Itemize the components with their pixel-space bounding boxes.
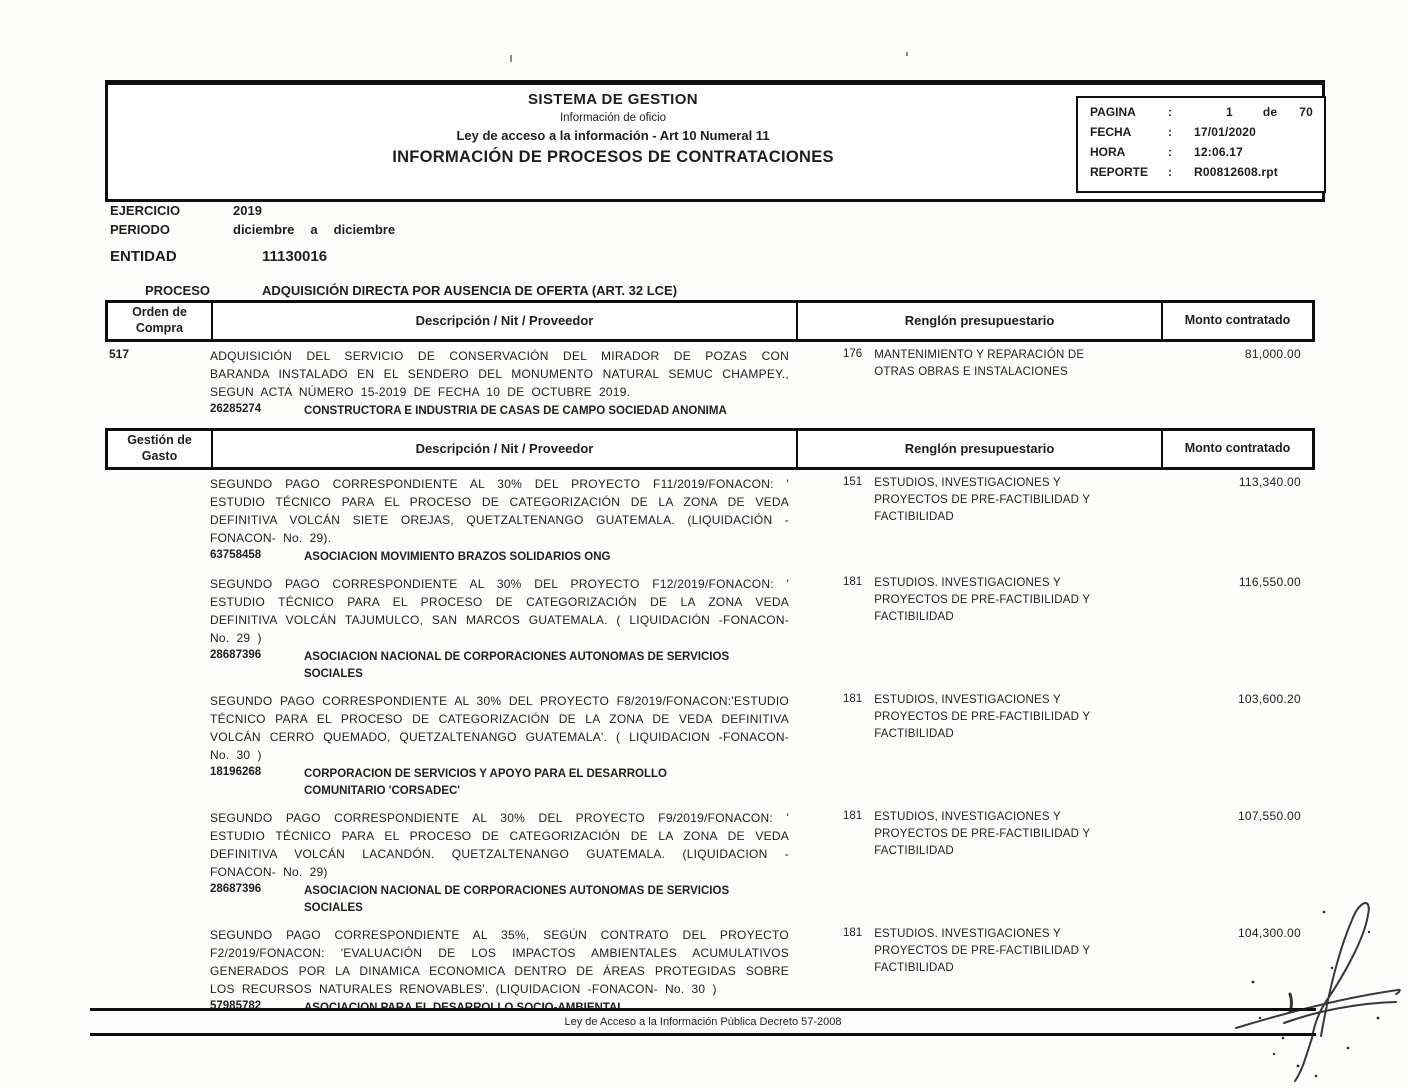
footer-text: Ley de Acceso a la Información Pública Decreto 57-2008 (564, 1016, 842, 1028)
colon: : (1168, 145, 1172, 159)
header-monto: Monto contratado (1161, 303, 1312, 339)
row-renglon-cell (795, 926, 1160, 1017)
row-description-cell (210, 692, 795, 800)
periodo-to: diciembre (333, 222, 396, 237)
periodo-a: a (310, 222, 318, 237)
row-nit: 63758458 (210, 549, 262, 561)
row-renglon-cell (795, 809, 1160, 917)
renglon-number: 181 (843, 693, 863, 705)
row-number: 517 (109, 347, 130, 361)
row-description: SEGUNDO PAGO CORRESPONDIENTE AL 30% DEL PROYECTO F12/2019/FONACON: ' ESTUDIO TÉCNICO PARA EL PROCESO DE CATEGORIZACIÓN DE LA ZONA VEDA DEFINITIVA VOLCÁN TAJUMULCO, SAN MARCOS GUATEMALA. ( LIQUIDACIÓN -FONACON- No. 29 ) (210, 577, 789, 645)
row-nit: 57985782 (210, 1000, 262, 1012)
row-nit-line (210, 649, 789, 683)
row-nit-line (210, 403, 789, 420)
row-description: SEGUNDO PAGO CORRESPONDIENTE AL 30% DEL PROYECTO F8/2019/FONACON:'ESTUDIO TÉCNICO PARA EL PROCESO DE CATEGORIZACIÓN DE LA ZONA DE VEDA DEFINITIVA VOLCÁN CERRO QUEMADO, QUETZALTENANGO GUATEMALA'. ( LIQUIDACION -FONACON- No. 30 ) (210, 694, 789, 762)
row-number (105, 475, 210, 566)
header-monto: Monto contratado (1161, 431, 1312, 467)
row-monto: 113,340.00 (1238, 475, 1301, 489)
renglon-number: 176 (843, 348, 863, 360)
colon: : (1168, 125, 1172, 139)
gestion-table-header (105, 428, 1315, 470)
header-descripcion: Descripción / Nit / Proveedor (211, 303, 796, 339)
orden-table-body (105, 342, 1315, 420)
row-description-cell (210, 809, 795, 917)
row-description-cell (210, 575, 795, 683)
system-title: SISTEMA DE GESTION (528, 91, 698, 108)
periodo-from: diciembre (233, 222, 295, 237)
row-nit: 26285274 (210, 403, 262, 415)
report-titles (228, 91, 998, 167)
gestion-table-body (105, 470, 1315, 1017)
report-title: INFORMACIÓN DE PROCESOS DE CONTRATACIONES (392, 148, 834, 166)
row-nit-line (210, 549, 789, 566)
row-monto: 104,300.00 (1237, 926, 1301, 940)
meta-fecha (1090, 125, 1324, 139)
meta-pagina (1090, 105, 1324, 119)
field-periodo (110, 222, 395, 237)
row-nit-line (210, 766, 789, 800)
row-description-cell (210, 475, 795, 566)
fecha-value: 17/01/2020 (1194, 125, 1257, 139)
subtitle-ley: Ley de acceso a la información - Art 10 Numeral 11 (456, 128, 770, 143)
row-monto: 103,600.20 (1237, 692, 1301, 706)
row-provider: CONSTRUCTORA E INDUSTRIA DE CASAS DE CAMPO SOCIEDAD ANONIMA (304, 405, 727, 417)
hora-value: 12:06.17 (1194, 145, 1243, 159)
row-number (105, 926, 210, 1017)
fecha-label: FECHA (1090, 125, 1132, 139)
scan-speck (906, 52, 908, 56)
renglon-description: ESTUDIOS, INVESTIGACIONES Y PROYECTOS DE PRE-FACTIBILIDAD Y FACTIBILIDAD (874, 811, 1090, 857)
pagina-value: 1 de 70 (1226, 105, 1314, 119)
row-description: SEGUNDO PAGO CORRESPONDIENTE AL 30% DEL PROYECTO F9/2019/FONACON: ' ESTUDIO TÉCNICO PARA EL PROCESO DE CATEGORIZACIÓN DE LA ZONA DE VEDA DEFINITIVA VOLCÁN LACANDÓN. QUETZALTENANGO GUATEMALA. (LIQUIDACION -FONACON- No. 29) (210, 811, 789, 879)
entidad-label: ENTIDAD (110, 248, 177, 265)
table-row (105, 575, 1315, 683)
row-description: SEGUNDO PAGO CORRESPONDIENTE AL 30% DEL PROYECTO F11/2019/FONACON: ' ESTUDIO TÉCNICO PARA EL PROCESO DE CATEGORIZACIÓN DE LA ZONA DE VEDA DEFINITIVA VOLCÁN SIETE OREJAS, QUETZALTENANGO GUATEMALA. (LIQUIDACIÓN -FONACON- No. 29). (210, 477, 789, 545)
proceso-value: ADQUISICIÓN DIRECTA POR AUSENCIA DE OFERTA (ART. 32 LCE) (262, 283, 678, 298)
field-ejercicio (110, 203, 262, 218)
row-nit: 18196268 (210, 766, 262, 778)
row-description-cell (210, 926, 795, 1017)
colon: : (1168, 165, 1172, 179)
header-renglon: Renglón presupuestario (796, 431, 1161, 467)
entidad-value: 11130016 (262, 248, 328, 265)
header-orden-de-compra: Orden de Compra (132, 305, 187, 335)
row-nit: 28687396 (210, 883, 262, 895)
row-description: ADQUISICIÓN DEL SERVICIO DE CONSERVACIÓN DEL MIRADOR DE POZAS CON BARANDA INSTALADO EN EL SENDERO DEL MONUMENTO NATURAL SEMUC CHAMPEY., SEGUN ACTA NÚMERO 15-2019 DE FECHA 10 DE OCTUBRE 2019. (210, 349, 789, 399)
report-header-box (105, 80, 1325, 202)
proceso-label: PROCESO (145, 283, 211, 298)
row-monto: 81,000.00 (1244, 347, 1301, 361)
ejercicio-label: EJERCICIO (110, 203, 181, 218)
row-monto: 107,550.00 (1237, 809, 1301, 823)
row-nit-line (210, 883, 789, 917)
meta-reporte (1090, 165, 1324, 179)
table-row (105, 475, 1315, 566)
table-row (105, 926, 1315, 1017)
row-provider: ASOCIACION NACIONAL DE CORPORACIONES AUTONOMAS DE SERVICIOS SOCIALES (304, 885, 730, 914)
row-number (105, 692, 210, 800)
report-meta-box (1076, 96, 1326, 193)
row-provider: CORPORACION DE SERVICIOS Y APOYO PARA EL DESARROLLO COMUNITARIO 'CORSADEC' (304, 768, 667, 797)
meta-hora (1090, 145, 1324, 159)
gestion-gasto-table (105, 428, 1315, 1026)
row-renglon-cell (795, 475, 1160, 566)
row-description-cell (210, 347, 795, 420)
row-renglon-cell (795, 575, 1160, 683)
row-renglon-cell (795, 347, 1160, 420)
ejercicio-value: 2019 (233, 203, 262, 218)
row-number (105, 809, 210, 917)
row-renglon-cell (795, 692, 1160, 800)
table-row (105, 809, 1315, 917)
renglon-description: ESTUDIOS, INVESTIGACIONES Y PROYECTOS DE PRE-FACTIBILIDAD Y FACTIBILIDAD (874, 694, 1090, 740)
renglon-number: 181 (843, 810, 863, 822)
orden-table-header (105, 300, 1315, 342)
row-provider: ASOCIACION NACIONAL DE CORPORACIONES AUTONOMAS DE SERVICIOS SOCIALES (304, 651, 730, 680)
renglon-description: ESTUDIOS. INVESTIGACIONES Y PROYECTOS DE PRE-FACTIBILIDAD Y FACTIBILIDAD (874, 928, 1090, 974)
header-gestion-de-gasto: Gestión de Gasto (127, 433, 192, 463)
table-row (105, 692, 1315, 800)
row-description: SEGUNDO PAGO CORRESPONDIENTE AL 35%, SEGÚN CONTRATO DEL PROYECTO F2/2019/FONACON: 'EVALUACIÓN DE LOS IMPACTOS AMBIENTALES ACUMULATIVOS GENERADOS POR LA DINAMICA ECONOMICA DENTRO DE ÁREAS PROTEGIDAS SOBRE LOS RECURSOS NATURALES RENOVABLES'. (LIQUIDACION -FONACON- No. 30 ) (210, 928, 789, 996)
signature-scribble (1228, 876, 1408, 1084)
renglon-description: ESTUDIOS. INVESTIGACIONES Y PROYECTOS DE PRE-FACTIBILIDAD Y FACTIBILIDAD (874, 577, 1090, 623)
subtitle-oficio: Información de oficio (559, 112, 667, 124)
reporte-label: REPORTE (1090, 165, 1149, 179)
row-provider: ASOCIACION PARA EL DESARROLLO SOCIO-AMBIENTAL (304, 1002, 625, 1014)
scan-speck (510, 55, 512, 62)
periodo-label: PERIODO (110, 222, 170, 237)
header-renglon: Renglón presupuestario (796, 303, 1161, 339)
orden-compra-table (105, 300, 1315, 429)
renglon-description: MANTENIMIENTO Y REPARACIÓN DE OTRAS OBRAS E INSTALACIONES (874, 349, 1085, 378)
field-proceso (145, 283, 677, 298)
colon: : (1168, 105, 1172, 119)
row-provider: ASOCIACION MOVIMIENTO BRAZOS SOLIDARIOS ONG (304, 551, 611, 563)
row-monto: 116,550.00 (1238, 575, 1301, 589)
header-descripcion: Descripción / Nit / Proveedor (211, 431, 796, 467)
renglon-number: 151 (843, 476, 863, 488)
reporte-value: R00812608.rpt (1194, 165, 1278, 179)
renglon-number: 181 (843, 576, 863, 588)
field-entidad (110, 248, 327, 265)
table-row (105, 347, 1315, 420)
hora-label: HORA (1090, 145, 1126, 159)
row-number (105, 575, 210, 683)
renglon-description: ESTUDIOS, INVESTIGACIONES Y PROYECTOS DE PRE-FACTIBILIDAD Y FACTIBILIDAD (874, 477, 1090, 523)
row-nit: 28687396 (210, 649, 262, 661)
pagina-label: PAGINA (1090, 105, 1136, 119)
footer-bar (90, 1008, 1316, 1036)
renglon-number: 181 (843, 927, 863, 939)
